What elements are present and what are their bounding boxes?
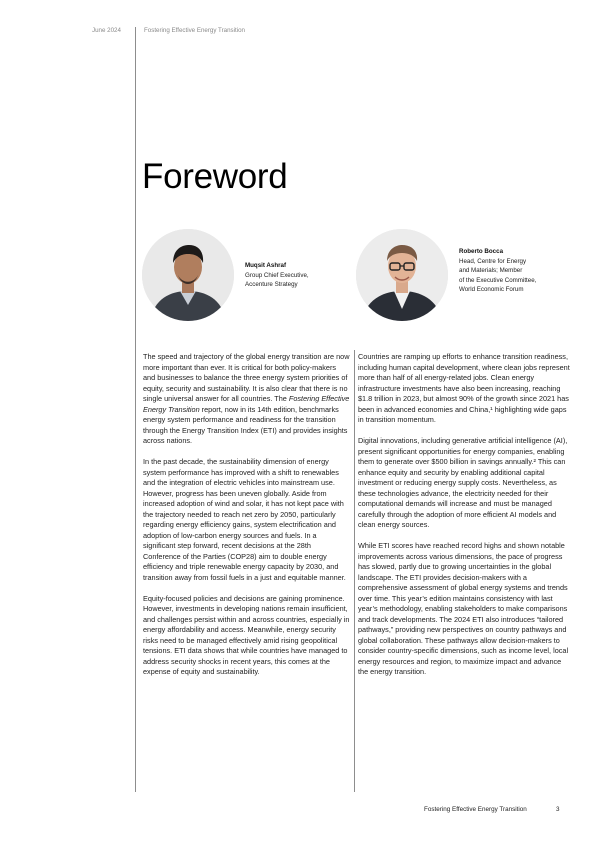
person-role-line: Accenture Strategy (245, 281, 298, 289)
body-paragraph: Equity-focused policies and decisions are gaining prominence. However, investments in developing nations remain insufficient, and challenges persist within and across countries, especially in energy affordability and access. Meanwhile, energy security risks need to be managed effectively amid rising geopolitical tensions. ETI data shows that while countries have managed to address security shocks in recent years, this comes at the expense of equity and sustainability. (143, 593, 350, 676)
person-role-line: Group Chief Executive, (245, 271, 309, 279)
page-number: 3 (556, 806, 560, 813)
body-paragraph: In the past decade, the sustainability dimension of energy system performance has improved with a shift to renewables and the integration of electric vehicles into mainstream use. However, progress has been uneven globally. Aside from increased adoption of wind and solar, it has not kept pace with the trajectory needed to reach net zero by 2050, particularly regarding energy efficiency gains, system electrification and adoption of low-carbon energy sources and fuels. In a significant step forward, recent decisions at the 28th Conference of the Parties (COP28) aim to double energy efficiency and triple renewable energy capacity by 2030, and transition away from fossil fuels in a just and equitable manner. (143, 457, 346, 582)
bio-muqsit-ashraf (245, 261, 345, 290)
person-role-line: Head, Centre for Energy (459, 257, 527, 265)
body-paragraph: While ETI scores have reached record highs and shown notable improvements across various dimensions, the pace of progress has slowed, partly due to growing uncertainties in the global landscape. The ETI provides decision-makers with a comprehensive assessment of global energy systems and trends over time. This year’s edition maintains consistency with last year’s methodology, enabling stakeholders to make comparisons and track developments. The 2024 ETI also introduces “tailored pathways,” providing new perspectives on country pathways and global collaboration. These pathways allow decision-makers to consider country-specific dimensions, such as income level, local energy resources and region, to maximize impact and advance the energy transition. (358, 541, 569, 676)
column-divider (354, 350, 355, 792)
person-name: Roberto Bocca (459, 248, 504, 255)
portrait-photo-muqsit-ashraf (142, 229, 234, 321)
portrait-photo-man-glasses-icon (356, 229, 448, 321)
body-paragraph (143, 352, 350, 447)
person-name: Muqsit Ashraf (245, 262, 287, 269)
paragraph-text: The speed and trajectory of the global energy transition are now more important than ever. It is critical for both policy-makers and businesses to balance the three energy system priorities of equity, security and sustainability. It is also clear that there is no single universal answer for all countries. The (143, 352, 350, 403)
header-report-title: Fostering Effective Energy Transition (144, 27, 245, 34)
person-role-line: World Economic Forum (459, 286, 524, 294)
header-date: June 2024 (92, 27, 121, 34)
body-paragraph: Countries are ramping up efforts to enhance transition readiness, including human capital development, where clean jobs represent more than half of all energy-related jobs. Clean energy infrastructure investments have also been increasing, reaching $1.8 trillion in 2023, but almost 90% of the growth since 2021 has been in advanced economies and China,¹ highlighting wide gaps in transition momentum. (358, 352, 570, 424)
person-role-line: of the Executive Committee, (459, 276, 537, 284)
body-paragraph: Digital innovations, including generative artificial intelligence (AI), present significant opportunities for energy companies, enabling them to generate over $500 billion in savings annually.² This can enhance equity and security by enabling additional capital investment or reducing energy supply costs. Nevertheless, as these technologies advance, the electricity needed for their computational demands will increase and must be managed carefully through the adoption of more efficient AI models and clean energy sources. (358, 436, 568, 529)
bio-roberto-bocca (459, 247, 579, 295)
report-title-italic: Fostering Effective Energy Transition (143, 394, 350, 414)
person-role-line: and Materials; Member (459, 267, 523, 275)
body-column-left (143, 352, 350, 688)
body-column-right (358, 352, 570, 688)
page-title: Foreword (142, 157, 288, 196)
vertical-rule (135, 27, 136, 792)
footer-report-title: Fostering Effective Energy Transition (424, 806, 527, 813)
portrait-photo-man-dark-hair-icon (142, 229, 234, 321)
portrait-photo-roberto-bocca (356, 229, 448, 321)
paragraph-text: report, now in its 14th edition, benchmarks energy system performance and readiness for the transition through the Energy Transition Index (ETI) and provides insights across nations. (143, 404, 348, 445)
